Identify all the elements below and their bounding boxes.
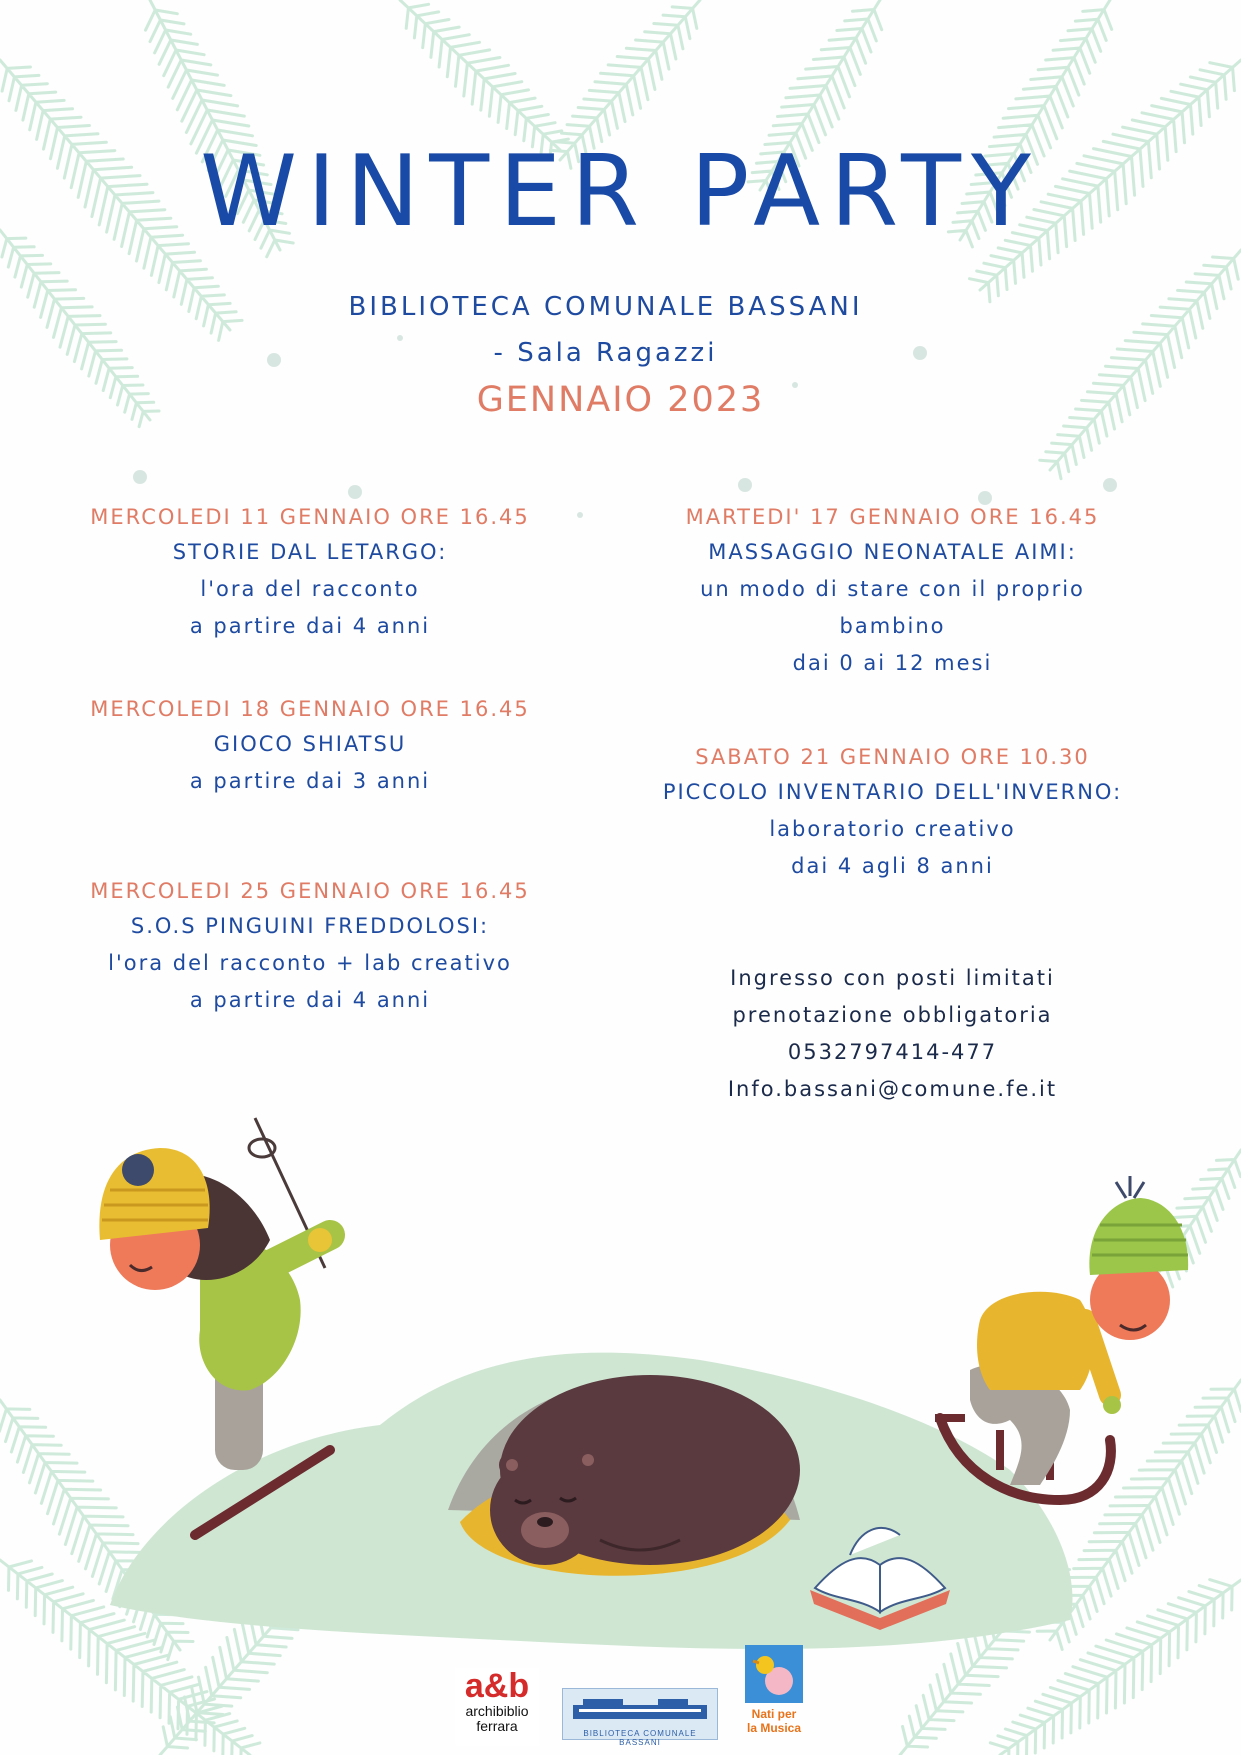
event-month: GENNAIO 2023 (476, 380, 765, 420)
event-left-1 (50, 500, 570, 645)
library-building-icon (563, 1689, 717, 1725)
event-age: dai 0 ai 12 mesi (792, 651, 993, 675)
npm-badge-icon (745, 1645, 803, 1703)
event-detail: l'ora del racconto (200, 577, 420, 601)
event-detail: l'ora del racconto + lab creativo (108, 951, 512, 975)
email-address: Info.bassani@comune.fe.it (727, 1077, 1058, 1101)
event-age: a partire dai 4 anni (189, 988, 431, 1012)
poster-title: WINTER PARTY (200, 135, 1041, 249)
event-title: S.O.S PINGUINI FREDDOLOSI: (130, 914, 490, 938)
event-age: a partire dai 4 anni (189, 614, 431, 638)
event-title: PICCOLO INVENTARIO DELL'INVERNO: (662, 780, 1123, 804)
event-title: GIOCO SHIATSU (213, 732, 407, 756)
event-right-2 (640, 740, 1145, 885)
biblioteca-bassani-logo: BIBLIOTECA COMUNALE BASSANI (562, 1688, 718, 1740)
event-date: MARTEDI' 17 GENNAIO ORE 16.45 (685, 505, 1100, 529)
booking-info (640, 960, 1145, 1108)
venue-room: - Sala Ragazzi (493, 338, 718, 368)
event-detail: bambino (839, 614, 946, 638)
skier-child (99, 1118, 332, 1535)
event-age: dai 4 agli 8 anni (791, 854, 994, 878)
event-date: MERCOLEDI 18 GENNAIO ORE 16.45 (90, 697, 530, 721)
event-detail: laboratorio creativo (769, 817, 1016, 841)
event-date: MERCOLEDI 11 GENNAIO ORE 16.45 (90, 505, 530, 529)
event-title: STORIE DAL LETARGO: (172, 540, 448, 564)
nati-per-la-musica-logo: Nati per la Musica (745, 1645, 803, 1745)
venue-name: BIBLIOTECA COMUNALE BASSANI (348, 292, 863, 322)
event-left-2 (50, 692, 570, 800)
event-detail: un modo di stare con il proprio (700, 577, 1085, 601)
event-date: MERCOLEDI 25 GENNAIO ORE 16.45 (90, 879, 530, 903)
archibiblio-logo: a&b archibiblio ferrara (455, 1668, 539, 1746)
event-age: a partire dai 3 anni (189, 769, 431, 793)
event-left-3 (50, 874, 570, 1019)
event-right-1 (640, 500, 1145, 682)
event-title: MASSAGGIO NEONATALE AIMI: (708, 540, 1077, 564)
phone-number: 0532797414-477 (787, 1040, 998, 1064)
booking-note: Ingresso con posti limitati (730, 966, 1055, 990)
booking-required: prenotazione obbligatoria (732, 1003, 1053, 1027)
event-date: SABATO 21 GENNAIO ORE 10.30 (695, 745, 1090, 769)
